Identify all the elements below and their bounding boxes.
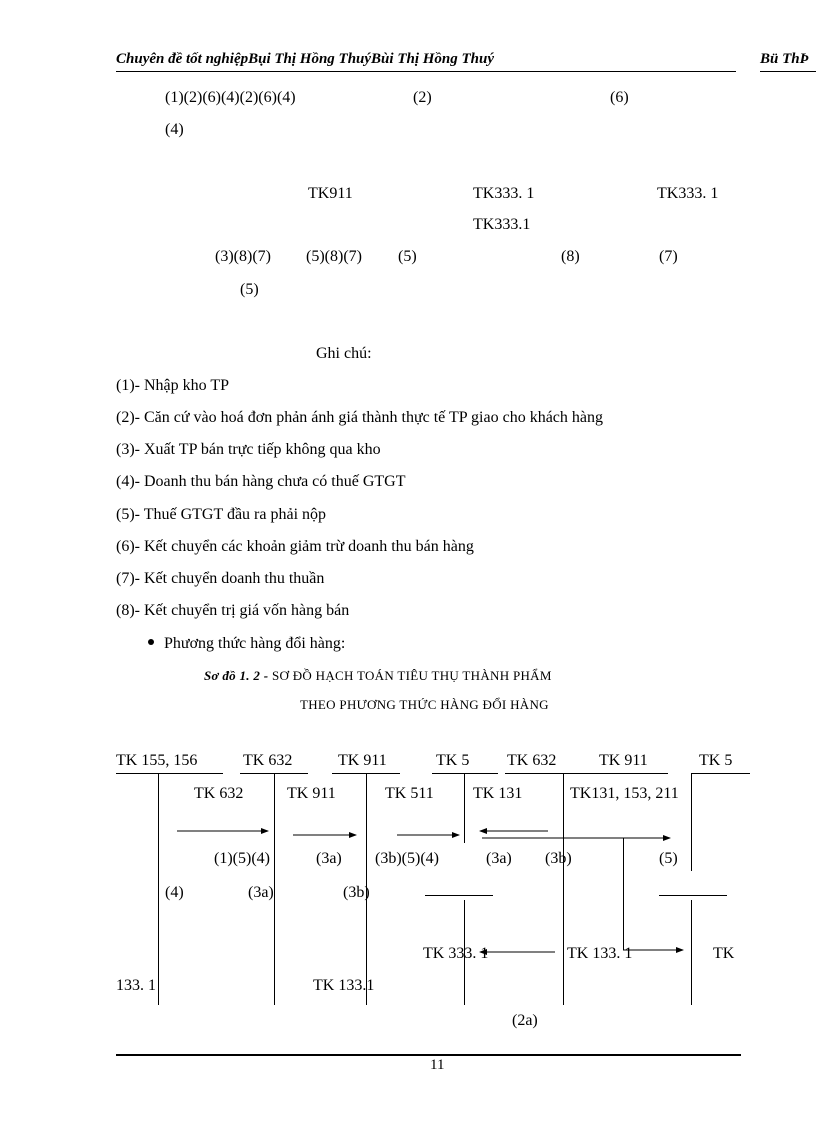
note-item: (8)- Kết chuyển trị giá vốn hàng bán <box>116 602 350 619</box>
d1-label-row3-a: (3)(8)(7) <box>215 248 271 265</box>
running-header-right: Bü ThÞ <box>760 51 809 67</box>
notes-title: Ghi chú: <box>316 345 372 362</box>
d2-account-bottom: TK 133.1 <box>313 977 375 994</box>
d1-label-row4-a: (5) <box>240 281 259 298</box>
d1-account-tk3331-a: TK333. 1 <box>473 185 535 202</box>
d2-account-second: TK 911 <box>287 785 336 802</box>
d2-account-second: TK 131 <box>473 785 523 802</box>
d1-account-tk3331-c: TK333.1 <box>473 216 531 233</box>
d1-label-row3-b: (5)(8)(7) <box>306 248 362 265</box>
figure-label: Sơ đồ 1. 2 - <box>204 668 269 683</box>
d2-label: (2a) <box>512 1012 538 1029</box>
d2-account-bottom: 133. 1 <box>116 977 156 994</box>
d2-account-bottom: TK 333. 1 <box>423 945 489 962</box>
d1-label-row1-b: (2) <box>413 89 432 106</box>
running-header: Chuyên đề tốt nghiệpBụi Thị Hồng ThuýBùi Thị Hồng Thuý <box>116 51 495 67</box>
d2-account-top: TK 632 <box>507 752 557 769</box>
footer-rule <box>116 1054 741 1056</box>
d1-account-tk3331-b: TK333. 1 <box>657 185 719 202</box>
d1-label-row1-c: (6) <box>610 89 629 106</box>
d1-label-row1-a: (1)(2)(6)(4)(2)(6)(4) <box>165 89 296 106</box>
figure-title-line2: THEO PHƯƠNG THỨC HÀNG ĐỔI HÀNG <box>300 697 549 712</box>
d2-label: (5) <box>659 850 678 867</box>
d2-label: (3a) <box>248 884 274 901</box>
d2-account-top: TK 911 <box>599 752 648 769</box>
d2-account-top: TK 911 <box>338 752 387 769</box>
d2-account-top: TK 5 <box>436 752 470 769</box>
d2-label: (3b) <box>545 850 572 867</box>
d2-label: (3a) <box>486 850 512 867</box>
d2-account-second: TK 632 <box>194 785 244 802</box>
d1-label-row3-d: (8) <box>561 248 580 265</box>
d2-account-top: TK 5 <box>699 752 733 769</box>
d2-label: (3b) <box>343 884 370 901</box>
d1-account-tk911: TK911 <box>308 185 353 202</box>
d2-label: (4) <box>165 884 184 901</box>
note-item: (6)- Kết chuyển các khoản giảm trừ doanh thu bán hàng <box>116 538 474 555</box>
d1-label-row3-c: (5) <box>398 248 417 265</box>
note-item: (1)- Nhập kho TP <box>116 377 230 394</box>
d2-account-bottom: TK <box>713 945 735 962</box>
d1-label-row2-a: (4) <box>165 121 184 138</box>
page-number: 11 <box>430 1057 445 1073</box>
d2-account-second: TK131, 153, 211 <box>570 785 679 802</box>
note-item: (4)- Doanh thu bán hàng chưa có thuế GTGT <box>116 473 406 490</box>
d2-label: (1)(5)(4) <box>214 850 270 867</box>
d2-label: (3a) <box>316 850 342 867</box>
note-item: (7)- Kết chuyển doanh thu thuần <box>116 570 325 587</box>
bullet-text: Phương thức hàng đổi hàng: <box>164 635 346 652</box>
d2-account-second: TK 511 <box>385 785 434 802</box>
d2-account-top: TK 632 <box>243 752 293 769</box>
d2-account-bottom: TK 133. 1 <box>567 945 633 962</box>
figure-title-line1: SƠ ĐỒ HẠCH TOÁN TIÊU THỤ THÀNH PHẨM <box>268 668 552 683</box>
d1-label-row3-e: (7) <box>659 248 678 265</box>
note-item: (2)- Căn cứ vào hoá đơn phản ánh giá thành thực tế TP giao cho khách hàng <box>116 409 603 426</box>
note-item: (3)- Xuất TP bán trực tiếp không qua kho <box>116 441 381 458</box>
d2-label: (3b)(5)(4) <box>375 850 439 867</box>
d2-account-top: TK 155, 156 <box>116 752 198 769</box>
note-item: (5)- Thuế GTGT đầu ra phải nộp <box>116 506 327 523</box>
